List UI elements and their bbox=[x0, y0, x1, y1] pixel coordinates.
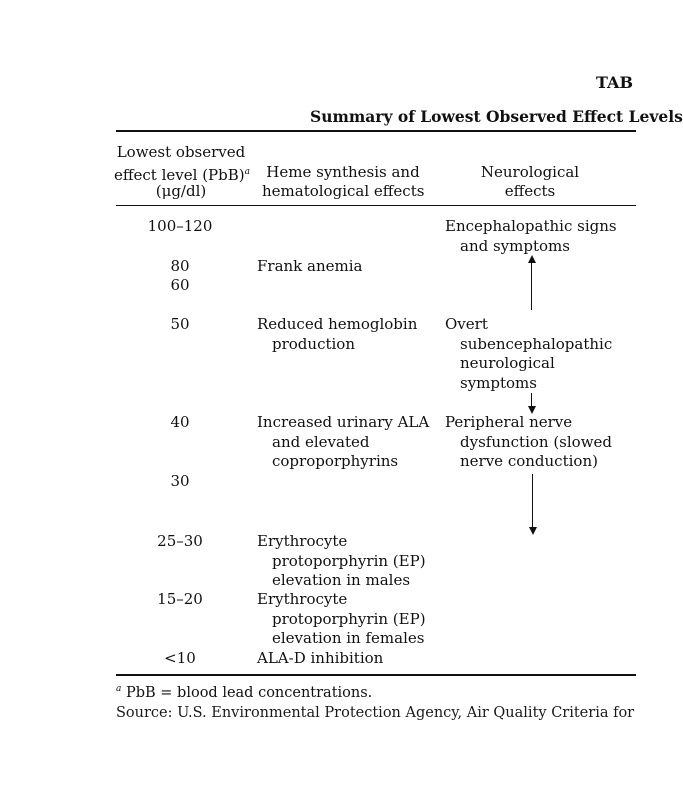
heme-effect: Erythrocyte bbox=[257, 532, 348, 550]
level-value: 25–30 bbox=[157, 532, 203, 550]
top-rule bbox=[116, 130, 636, 132]
heme-effect-cont: protoporphyrin (EP) bbox=[272, 551, 426, 570]
neuro-effect-cont: and symptoms bbox=[460, 236, 570, 255]
header-neuro-line: Neurological bbox=[480, 162, 580, 181]
range-down-arrow-icon bbox=[532, 474, 533, 528]
level-value: 60 bbox=[170, 276, 190, 294]
heme-effect-cont: coproporphyrins bbox=[272, 452, 399, 470]
header-neuro-line: effects bbox=[504, 182, 556, 200]
bottom-rule bbox=[116, 674, 636, 676]
table-caption: Summary of Lowest Observed Effect Levels bbox=[310, 107, 683, 126]
neuro-effect: Overt bbox=[445, 315, 488, 333]
header-level-line: Lowest observed bbox=[116, 143, 246, 161]
heme-effect-cont: elevation in males bbox=[272, 571, 411, 589]
footnote-marker: a bbox=[116, 684, 122, 694]
heme-effect: Frank anemia bbox=[257, 257, 363, 275]
level-value: 100–120 bbox=[147, 217, 213, 235]
neuro-effect-cont: neurological bbox=[460, 354, 555, 372]
footnote-marker: a bbox=[244, 166, 250, 177]
heme-effect-cont: production bbox=[272, 334, 355, 353]
neuro-effect-cont: symptoms bbox=[460, 373, 537, 392]
header-level-text: effect level (PbB) bbox=[114, 165, 245, 184]
neuro-effect-cont: dysfunction (slowed bbox=[460, 432, 613, 451]
table-label: TAB bbox=[596, 73, 633, 92]
level-value: <10 bbox=[164, 649, 196, 667]
level-value: 15–20 bbox=[157, 590, 203, 608]
level-value: 30 bbox=[170, 472, 190, 490]
footnote bbox=[116, 684, 372, 701]
header-rule bbox=[116, 205, 636, 206]
heme-effect: Reduced hemoglobin bbox=[257, 315, 418, 333]
range-up-arrow-icon bbox=[531, 262, 532, 310]
neuro-effect-cont: nerve conduction) bbox=[460, 452, 598, 470]
neuro-effect-cont: subencephalopathic bbox=[460, 334, 613, 353]
header-level-line: (μg/dl) bbox=[155, 182, 207, 200]
footnote-text: PbB = blood lead concentrations. bbox=[121, 684, 373, 701]
heme-effect-cont: and elevated bbox=[272, 432, 370, 451]
header-heme-line: Heme synthesis and bbox=[266, 162, 420, 181]
heme-effect: Erythrocyte bbox=[257, 590, 348, 608]
heme-effect: Increased urinary ALA bbox=[257, 413, 430, 431]
level-value: 50 bbox=[170, 315, 190, 333]
source-line: Source: U.S. Environmental Protection Agency, Air Quality Criteria for bbox=[116, 705, 635, 721]
heme-effect: ALA-D inhibition bbox=[257, 649, 384, 667]
level-value: 40 bbox=[170, 413, 190, 431]
range-down-arrow-icon bbox=[531, 393, 532, 407]
heme-effect-cont: elevation in females bbox=[272, 629, 425, 647]
neuro-effect: Peripheral nerve bbox=[445, 413, 573, 431]
level-value: 80 bbox=[170, 257, 190, 275]
heme-effect-cont: protoporphyrin (EP) bbox=[272, 609, 426, 628]
neuro-effect: Encephalopathic signs bbox=[445, 217, 617, 235]
header-heme-line: hematological effects bbox=[262, 182, 425, 200]
